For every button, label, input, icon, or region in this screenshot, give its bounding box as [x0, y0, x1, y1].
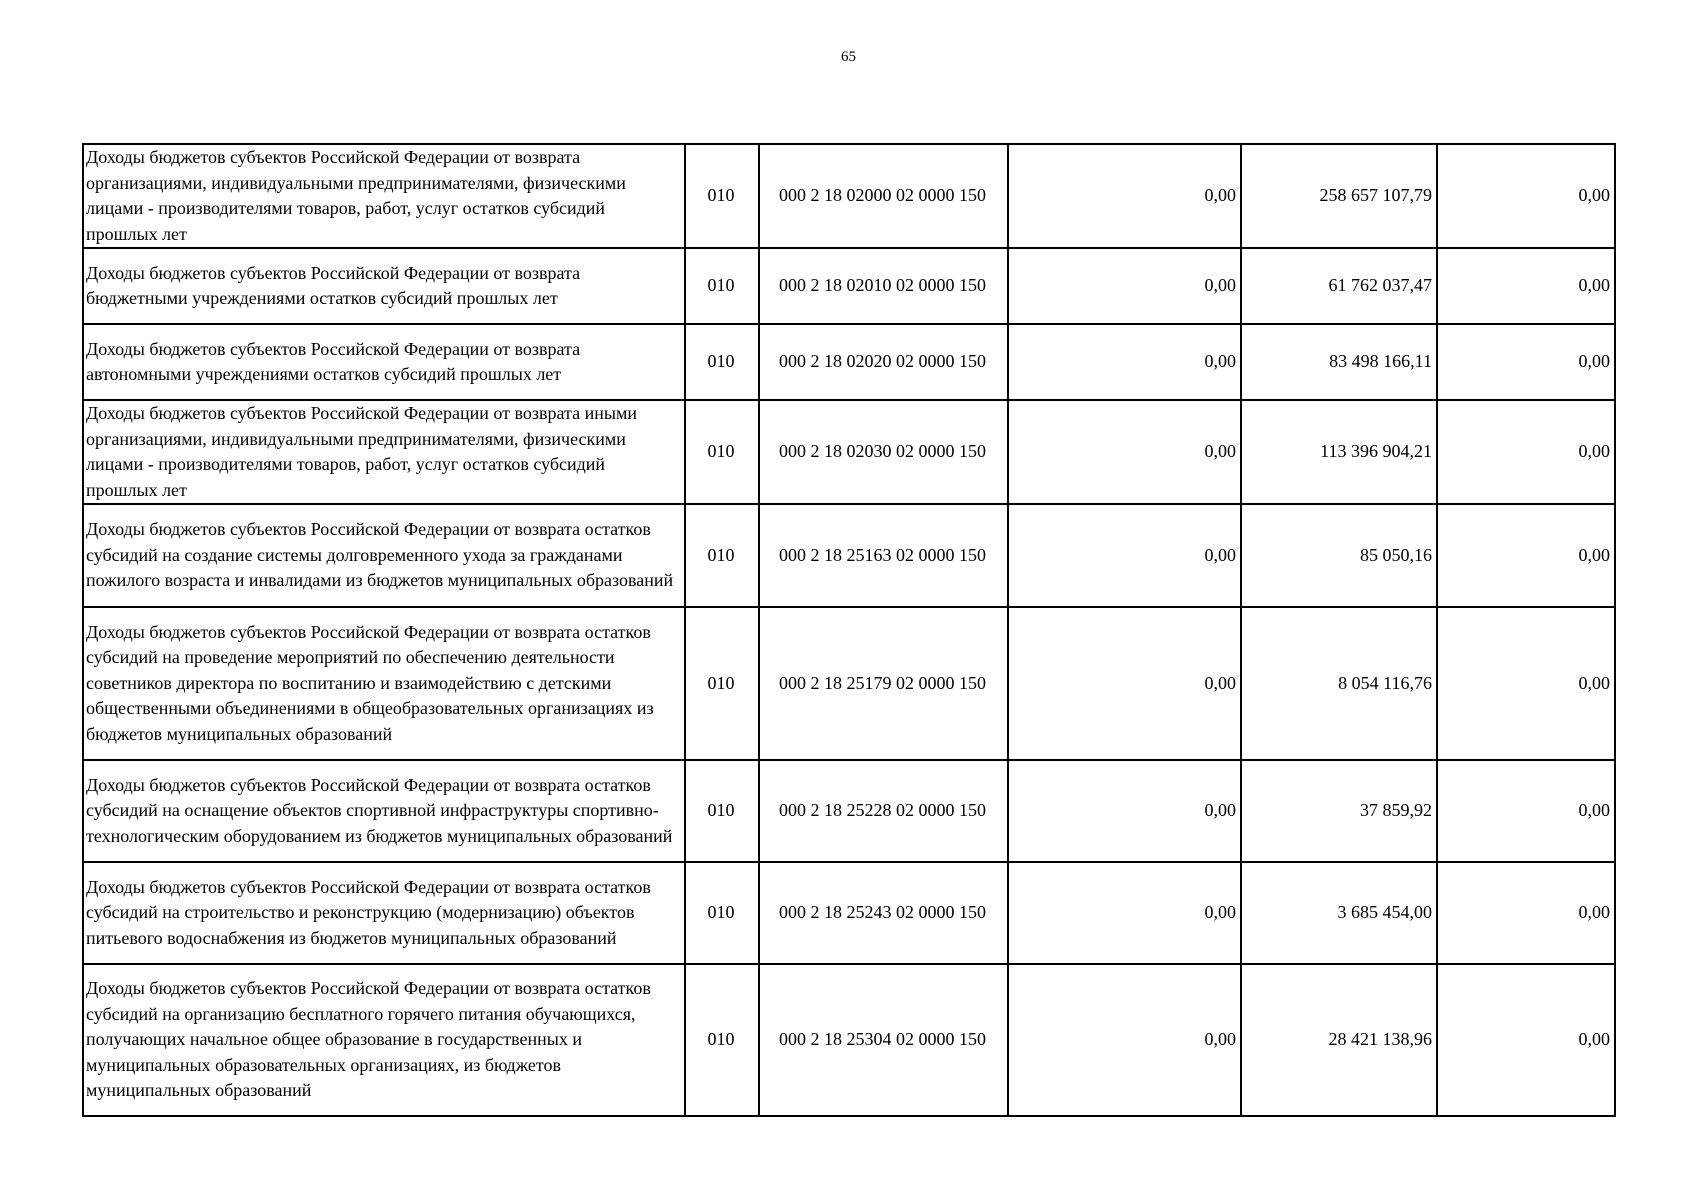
amount-2-cell: 28 421 138,96	[1241, 964, 1437, 1116]
amount-2-cell: 61 762 037,47	[1241, 248, 1437, 324]
amount-1-cell: 0,00	[1008, 144, 1241, 248]
table-row	[83, 862, 1615, 964]
table-row	[83, 144, 1615, 248]
admin-code-cell: 010	[685, 504, 759, 607]
amount-1-cell: 0,00	[1008, 400, 1241, 504]
budget-code-cell: 000 2 18 25243 02 0000 150	[759, 862, 1008, 964]
amount-2-cell: 85 050,16	[1241, 504, 1437, 607]
admin-code-cell: 010	[685, 248, 759, 324]
table-row	[83, 607, 1615, 760]
budget-code-cell: 000 2 18 02010 02 0000 150	[759, 248, 1008, 324]
amount-1-cell: 0,00	[1008, 607, 1241, 760]
amount-3-cell: 0,00	[1437, 400, 1615, 504]
amount-1-cell: 0,00	[1008, 862, 1241, 964]
amount-3-cell: 0,00	[1437, 248, 1615, 324]
revenue-name-cell: Доходы бюджетов субъектов Российской Федерации от возврата остатков субсидий на строительство и реконструкцию (модернизацию) объектов питьевого водоснабжения из бюджетов муниципальных образований	[83, 862, 685, 964]
amount-1-cell: 0,00	[1008, 504, 1241, 607]
amount-2-cell: 258 657 107,79	[1241, 144, 1437, 248]
table-row	[83, 324, 1615, 400]
amount-3-cell: 0,00	[1437, 324, 1615, 400]
amount-1-cell: 0,00	[1008, 248, 1241, 324]
admin-code-cell: 010	[685, 964, 759, 1116]
revenue-name-cell: Доходы бюджетов субъектов Российской Федерации от возврата остатков субсидий на оснащение объектов спортивной инфраструктуры спортивно-технологическим оборудованием из бюджетов муниципальных образований	[83, 760, 685, 862]
revenue-name-cell: Доходы бюджетов субъектов Российской Федерации от возврата иными организациями, индивидуальными предпринимателями, физическими лицами - производителями товаров, работ, услуг остатков субсидий прошлых лет	[83, 400, 685, 504]
admin-code-cell: 010	[685, 400, 759, 504]
amount-1-cell: 0,00	[1008, 964, 1241, 1116]
amount-3-cell: 0,00	[1437, 760, 1615, 862]
budget-code-cell: 000 2 18 25304 02 0000 150	[759, 964, 1008, 1116]
admin-code-cell: 010	[685, 607, 759, 760]
amount-2-cell: 3 685 454,00	[1241, 862, 1437, 964]
admin-code-cell: 010	[685, 862, 759, 964]
amount-1-cell: 0,00	[1008, 324, 1241, 400]
amount-3-cell: 0,00	[1437, 964, 1615, 1116]
budget-code-cell: 000 2 18 02020 02 0000 150	[759, 324, 1008, 400]
revenue-name-cell: Доходы бюджетов субъектов Российской Федерации от возврата остатков субсидий на создание системы долговременного ухода за гражданами пожилого возраста и инвалидами из бюджетов муниципальных образований	[83, 504, 685, 607]
amount-2-cell: 8 054 116,76	[1241, 607, 1437, 760]
revenue-name-cell: Доходы бюджетов субъектов Российской Федерации от возврата остатков субсидий на организацию бесплатного горячего питания обучающихся, получающих начальное общее образование в государственных и муниципальных образовательных организациях, из бюджетов муниципальных образований	[83, 964, 685, 1116]
revenue-name-cell: Доходы бюджетов субъектов Российской Федерации от возврата организациями, индивидуальными предпринимателями, физическими лицами - производителями товаров, работ, услуг остатков субсидий прошлых лет	[83, 144, 685, 248]
budget-code-cell: 000 2 18 25228 02 0000 150	[759, 760, 1008, 862]
budget-code-cell: 000 2 18 02030 02 0000 150	[759, 400, 1008, 504]
table-row	[83, 400, 1615, 504]
amount-1-cell: 0,00	[1008, 760, 1241, 862]
page-number: 65	[841, 49, 856, 65]
amount-3-cell: 0,00	[1437, 144, 1615, 248]
admin-code-cell: 010	[685, 144, 759, 248]
table-row	[83, 760, 1615, 862]
revenue-name-cell: Доходы бюджетов субъектов Российской Федерации от возврата остатков субсидий на проведение мероприятий по обеспечению деятельности советников директора по воспитанию и взаимодействию с детскими общественными объединениями в общеобразовательных организациях из бюджетов муниципальных образований	[83, 607, 685, 760]
amount-2-cell: 83 498 166,11	[1241, 324, 1437, 400]
budget-code-cell: 000 2 18 25163 02 0000 150	[759, 504, 1008, 607]
admin-code-cell: 010	[685, 324, 759, 400]
amount-3-cell: 0,00	[1437, 504, 1615, 607]
budget-code-cell: 000 2 18 02000 02 0000 150	[759, 144, 1008, 248]
amount-2-cell: 113 396 904,21	[1241, 400, 1437, 504]
table-row	[83, 504, 1615, 607]
amount-3-cell: 0,00	[1437, 607, 1615, 760]
budget-revenue-table	[82, 143, 1616, 1117]
revenue-name-cell: Доходы бюджетов субъектов Российской Федерации от возврата бюджетными учреждениями остатков субсидий прошлых лет	[83, 248, 685, 324]
table-row	[83, 248, 1615, 324]
budget-code-cell: 000 2 18 25179 02 0000 150	[759, 607, 1008, 760]
admin-code-cell: 010	[685, 760, 759, 862]
revenue-name-cell: Доходы бюджетов субъектов Российской Федерации от возврата автономными учреждениями остатков субсидий прошлых лет	[83, 324, 685, 400]
amount-2-cell: 37 859,92	[1241, 760, 1437, 862]
table-row	[83, 964, 1615, 1116]
amount-3-cell: 0,00	[1437, 862, 1615, 964]
